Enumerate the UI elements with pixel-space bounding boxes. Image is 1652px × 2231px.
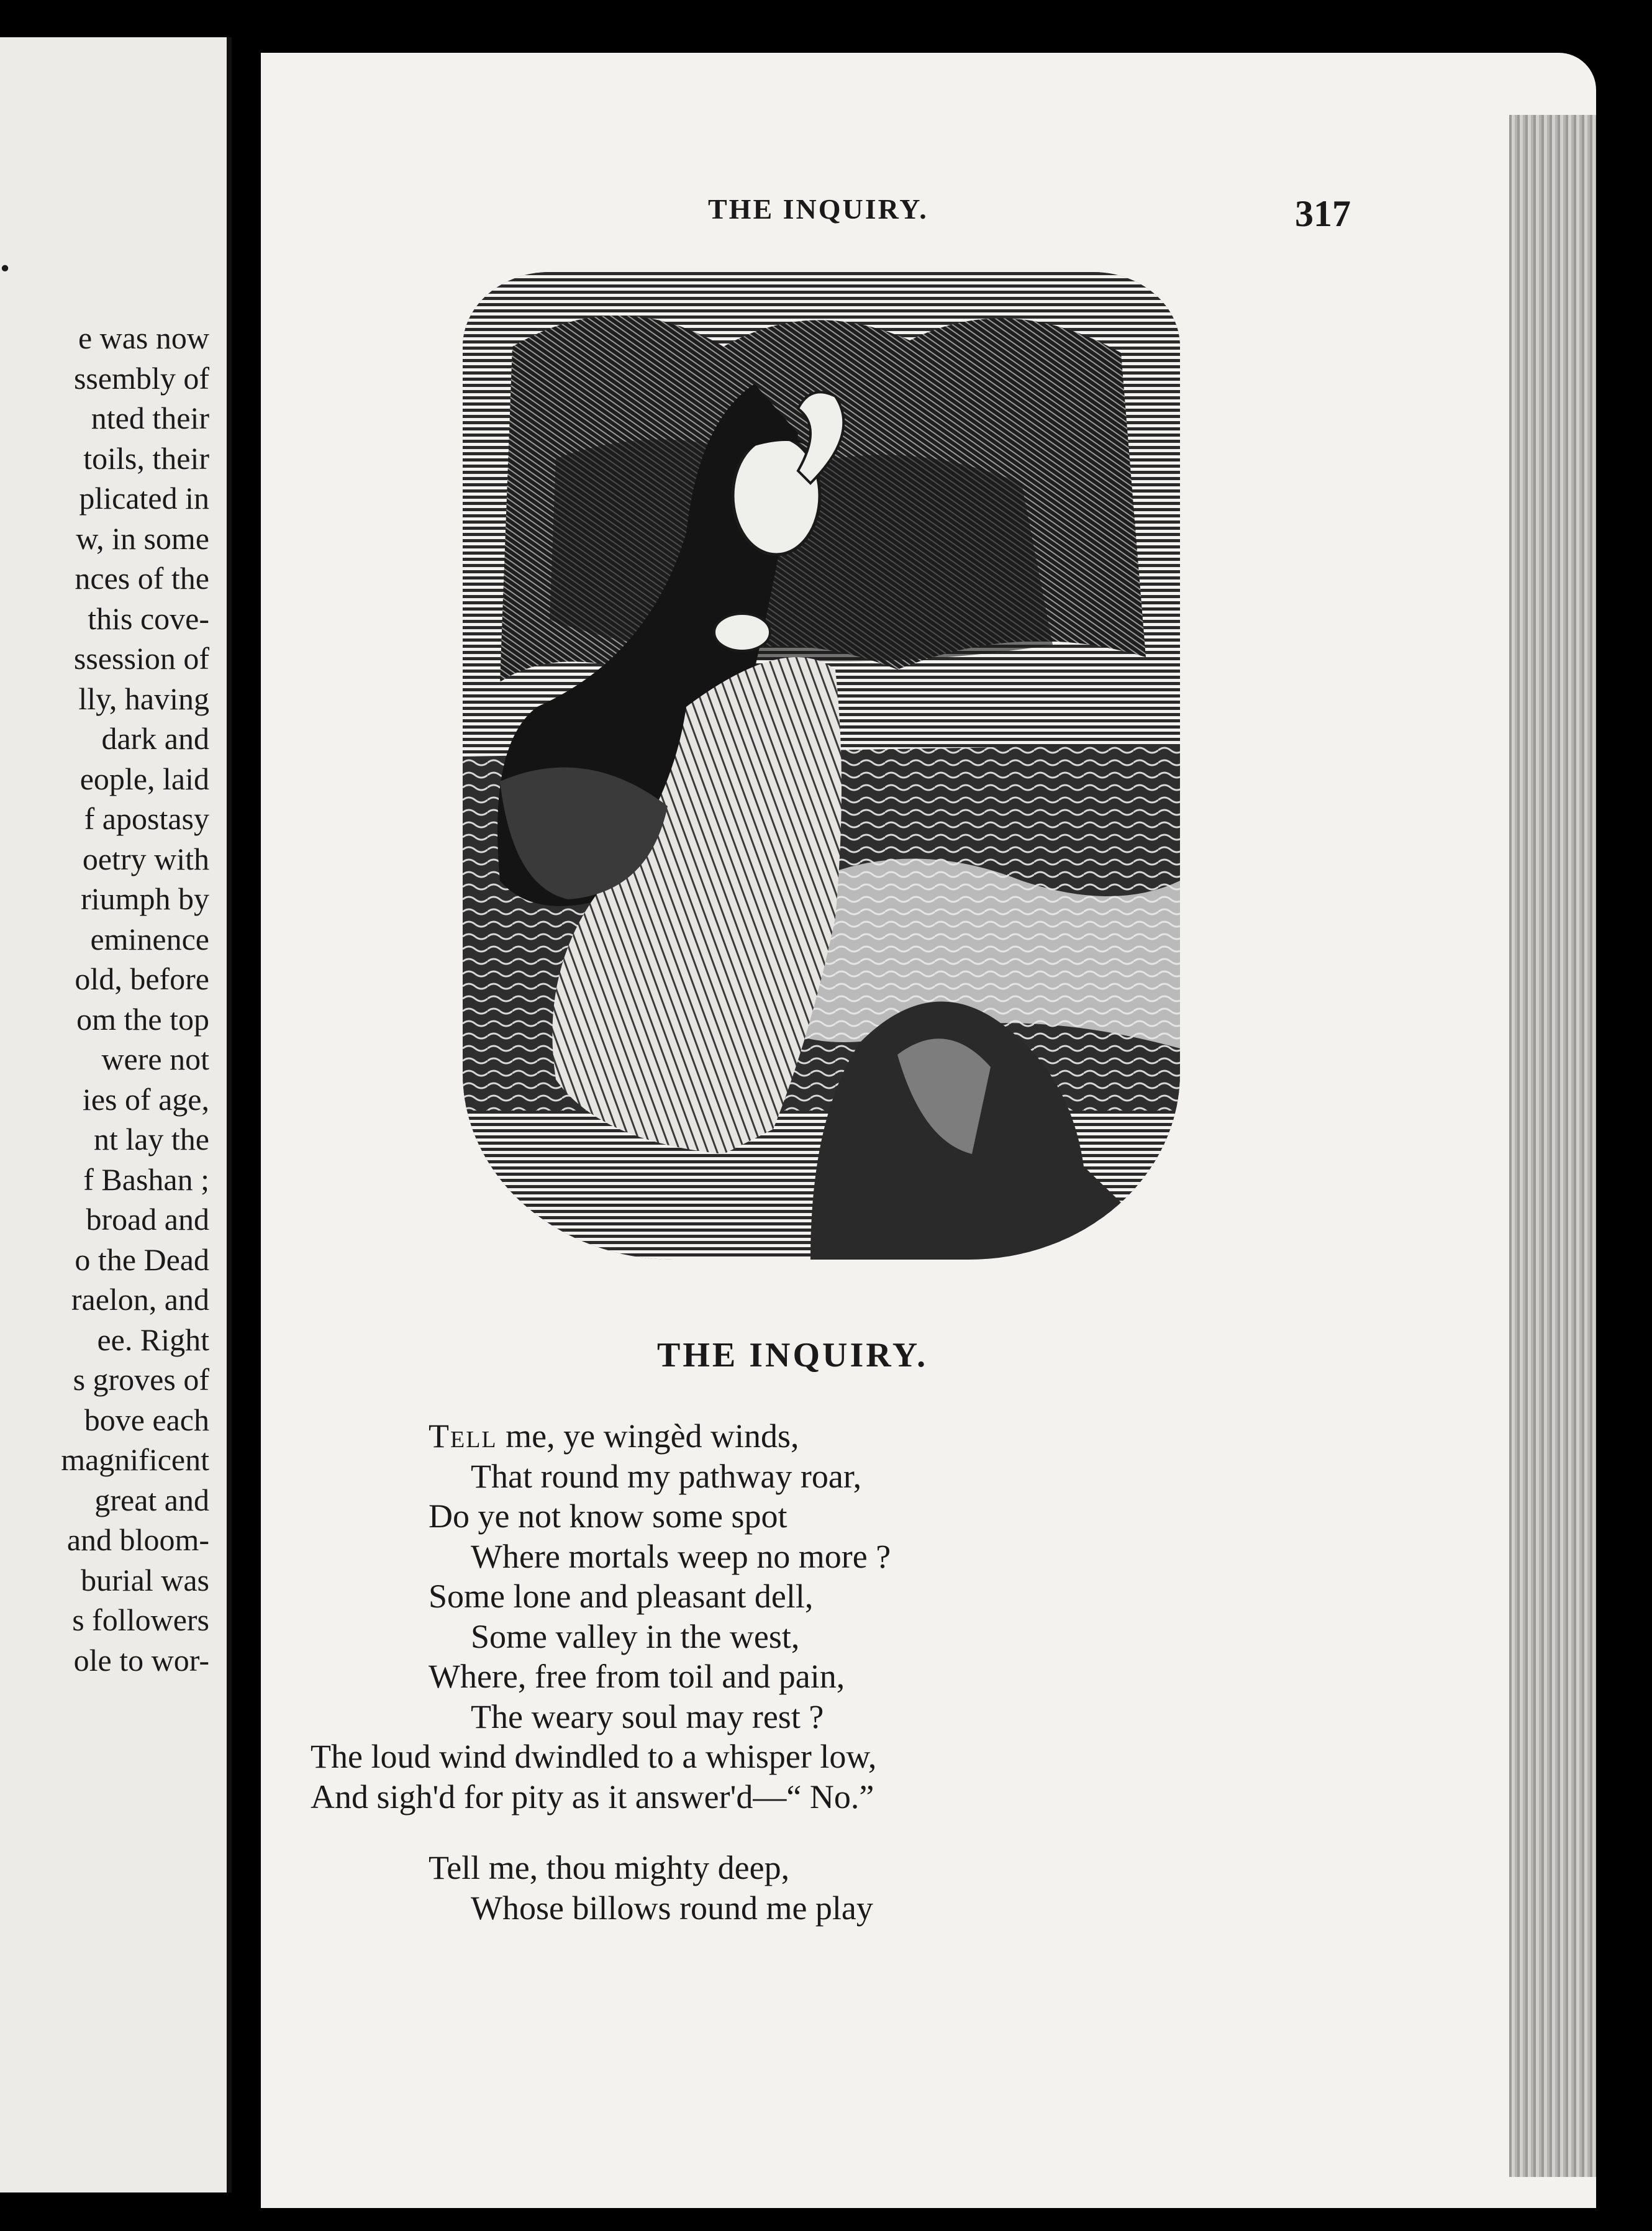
left-page-line: magnificent bbox=[61, 1442, 209, 1477]
poem-text bbox=[311, 1416, 891, 1928]
poem-line: The weary soul may rest ? bbox=[471, 1697, 824, 1735]
poem-title: THE INQUIRY. bbox=[657, 1336, 928, 1374]
left-page-line: oetry with bbox=[82, 841, 209, 876]
poem-first-line-rest: me, ye wingèd winds, bbox=[497, 1417, 799, 1455]
running-head: THE INQUIRY. bbox=[708, 193, 928, 225]
left-page-line: ssession of bbox=[73, 641, 209, 676]
left-page-line: nces of the bbox=[75, 561, 209, 596]
left-page-line: great and bbox=[94, 1482, 209, 1517]
left-page-line: burial was bbox=[81, 1562, 209, 1597]
left-page-line: and bloom- bbox=[66, 1522, 209, 1557]
left-page-text bbox=[61, 318, 209, 1680]
poem-line: Do ye not know some spot bbox=[429, 1497, 787, 1535]
left-facing-page bbox=[0, 37, 232, 2192]
poem-line: That round my pathway roar, bbox=[471, 1457, 862, 1495]
left-page-line: om the top bbox=[76, 1001, 209, 1037]
left-page-line: nted their bbox=[91, 401, 209, 435]
left-page-line: s followers bbox=[72, 1602, 209, 1637]
poem-line: Where mortals weep no more ? bbox=[471, 1537, 891, 1575]
poem-line: Where, free from toil and pain, bbox=[429, 1658, 845, 1695]
left-page-mark: . bbox=[0, 235, 10, 279]
poem-first-word: Tell bbox=[429, 1417, 497, 1455]
poem-line: And sigh'd for pity as it answer'd—“ No.” bbox=[311, 1778, 874, 1815]
engraving-woman-by-sea bbox=[463, 272, 1180, 1260]
left-page-line: eople, laid bbox=[79, 761, 209, 796]
left-page-line: s groves of bbox=[73, 1362, 209, 1397]
poem-line: Whose billows round me play bbox=[471, 1889, 873, 1927]
poem-line: Some valley in the west, bbox=[471, 1617, 800, 1655]
poem-line: Some lone and pleasant dell, bbox=[429, 1578, 814, 1615]
left-page-line: w, in some bbox=[76, 520, 209, 556]
poem-line: Tell me, thou mighty deep, bbox=[429, 1849, 790, 1886]
stanza-gap bbox=[429, 1817, 891, 1848]
left-page-line: o the Dead bbox=[75, 1242, 209, 1277]
left-page-line: eminence bbox=[90, 921, 209, 956]
left-page-line: dark and bbox=[101, 721, 209, 756]
left-page-line: nt lay the bbox=[93, 1122, 209, 1156]
left-page-line: bove each bbox=[84, 1402, 209, 1437]
left-page-line: were not bbox=[101, 1042, 209, 1076]
poem-line: The loud wind dwindled to a whisper low, bbox=[311, 1738, 877, 1775]
left-page-line: old, before bbox=[75, 961, 209, 996]
left-page-line: ies of age, bbox=[82, 1081, 209, 1117]
left-page-line: lly, having bbox=[78, 681, 209, 716]
left-page-line: ole to wor- bbox=[73, 1642, 209, 1678]
left-page-line: riumph by bbox=[81, 881, 209, 916]
engraving-illustration bbox=[463, 272, 1180, 1260]
left-page-line: e was now bbox=[78, 320, 209, 355]
left-page-line: ee. Right bbox=[97, 1322, 209, 1357]
left-page-line: toils, their bbox=[83, 440, 209, 476]
poem-line bbox=[429, 1416, 891, 1456]
left-page-line: f apostasy bbox=[84, 801, 209, 836]
left-page-line: f Bashan ; bbox=[83, 1161, 209, 1197]
left-page-line: ssembly of bbox=[73, 360, 209, 396]
left-page-line: this cove- bbox=[88, 601, 209, 636]
page-edge bbox=[1509, 115, 1596, 2177]
page-number: 317 bbox=[1295, 193, 1351, 234]
left-page-line: plicated in bbox=[79, 481, 209, 516]
left-page-line: broad and bbox=[86, 1202, 209, 1237]
left-page-line: raelon, and bbox=[71, 1282, 209, 1317]
